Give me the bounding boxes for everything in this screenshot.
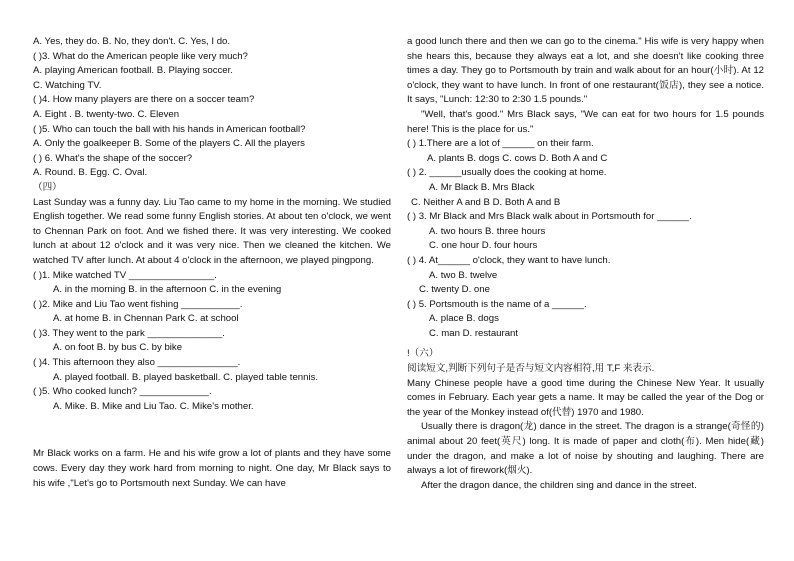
question-line: ( )3. What do the American people like very much? (33, 50, 248, 62)
passage-text: "Well, that's good." Mrs Black says, "We can eat for two hours for 1.5 pounds here! This is the place for us." (407, 108, 764, 135)
question-line: ( ) 4. At______ o'clock, they want to have lunch. (407, 254, 611, 266)
question-line: ( )5. Who cooked lunch? _____________. (33, 386, 212, 398)
question-line: ( )2. Mike and Liu Tao went fishing ___________. (33, 298, 243, 310)
options-line: A. playing American football. B. Playing soccer. (33, 65, 233, 77)
options-line: A. place B. dogs (429, 313, 499, 325)
options-line: A. plants B. dogs C. cows D. Both A and C (427, 152, 608, 164)
options-line: C. twenty D. one (419, 284, 490, 296)
right-column (407, 35, 764, 493)
passage-text: Many Chinese people have a good time during the Chinese New Year. It usually comes in February. Each year gets a name. It may be called the year of the Dog or the year of the Monkey instead of(代替) 1970 and 1980. (407, 377, 764, 418)
question-line: ( ) 3. Mr Black and Mrs Black walk about in Portsmouth for ______. (407, 211, 692, 223)
options-line: A. Mr Black B. Mrs Black (429, 181, 535, 193)
options-line: A. on foot B. by bus C. by bike (53, 342, 183, 354)
question-line: ( ) 1.There are a lot of ______ on their farm. (407, 138, 594, 150)
options-line: A. at home B. in Chennan Park C. at school (53, 313, 239, 325)
text-line: A. Yes, they do. B. No, they don't. C. Yes, I do. (33, 36, 231, 47)
options-line: C. Neither A and B D. Both A and B (411, 196, 561, 208)
options-line: C. one hour D. four hours (429, 240, 538, 252)
options-line: A. Eight . B. twenty-two. C. Eleven (33, 108, 180, 120)
question-line: ( ) 2. ______usually does the cooking at home. (407, 167, 607, 179)
question-line: ( )4. This afternoon they also _______________. (33, 357, 241, 369)
passage-text: After the dragon dance, the children sing and dance in the street. (421, 479, 697, 491)
question-line: ( )4. How many players are there on a soccer team? (33, 94, 255, 106)
passage-text: Usually there is dragon(龙) dance in the street. The dragon is a strange(奇怪的) animal about 20 feet(英尺) long. It is made of paper and cloth(布). Men hide(藏) under the dragon, and make a lot of noise by shouting and laughing. There are always a lot of firework(烟火). (407, 421, 764, 477)
options-line: A. Round. B. Egg. C. Oval. (33, 167, 148, 179)
passage-text: Mr Black works on a farm. He and his wife grow a lot of plants and they have some cows. Every day they work hard from morning to night. One day, Mr Black says to his wife ,"Let's go to Portsmouth next Sunday. We can have (33, 448, 391, 489)
left-column (33, 35, 391, 491)
passage-text: a good lunch there and then we can go to the cinema." His wife is very happy when she hears this, because they always eat a lot, and she doesn't like cooking three times a day. They go to Portsmouth by train and walk about for an hour(小时). At 12 o'clock, they want to have lunch. In front of one restaurant(饭店), they see a notice. It says, "Lunch: 12:30 to 2:30 1.5 pounds." (407, 36, 764, 106)
passage-text: Last Sunday was a funny day. Liu Tao came to my home in the morning. We studied English together. We read some funny English stories. At about ten o'clock, we went to Chennan Park on foot. And we fished there. It was very interesting. We cooked lunch at about 12 o'clock and it was very nice. Then we cleaned the kitchen. We watched TV after lunch. At about 4 o'clock in the afternoon, we played pingpong. (33, 196, 391, 266)
question-line: ( )3. They went to the park ______________. (33, 327, 225, 339)
question-line: ( ) 6. What's the shape of the soccer? (33, 152, 193, 164)
options-line: A. Mike. B. Mike and Liu Tao. C. Mike's mother. (53, 400, 254, 412)
question-line: ( )5. Who can touch the ball with his hands in American football? (33, 123, 306, 135)
section-heading: !（六） (407, 348, 439, 360)
options-line: C. Watching TV. (33, 79, 102, 91)
options-line: A. in the morning B. in the afternoon C. in the evening (53, 284, 282, 296)
options-line: A. Only the goalkeeper B. Some of the players C. All the players (33, 138, 305, 150)
options-line: C. man D. restaurant (429, 327, 519, 339)
options-line: A. played football. B. played basketball. C. played table tennis. (53, 371, 319, 383)
instruction-text: 阅读短文,判断下列句子是否与短文内容相符,用 T,F 来表示. (407, 363, 655, 375)
question-line: ( )1. Mike watched TV ________________. (33, 269, 217, 281)
question-line: ( ) 5. Portsmouth is the name of a ______. (407, 298, 587, 310)
section-heading: （四） (33, 181, 62, 193)
options-line: A. two B. twelve (429, 269, 498, 281)
options-line: A. two hours B. three hours (429, 225, 546, 237)
